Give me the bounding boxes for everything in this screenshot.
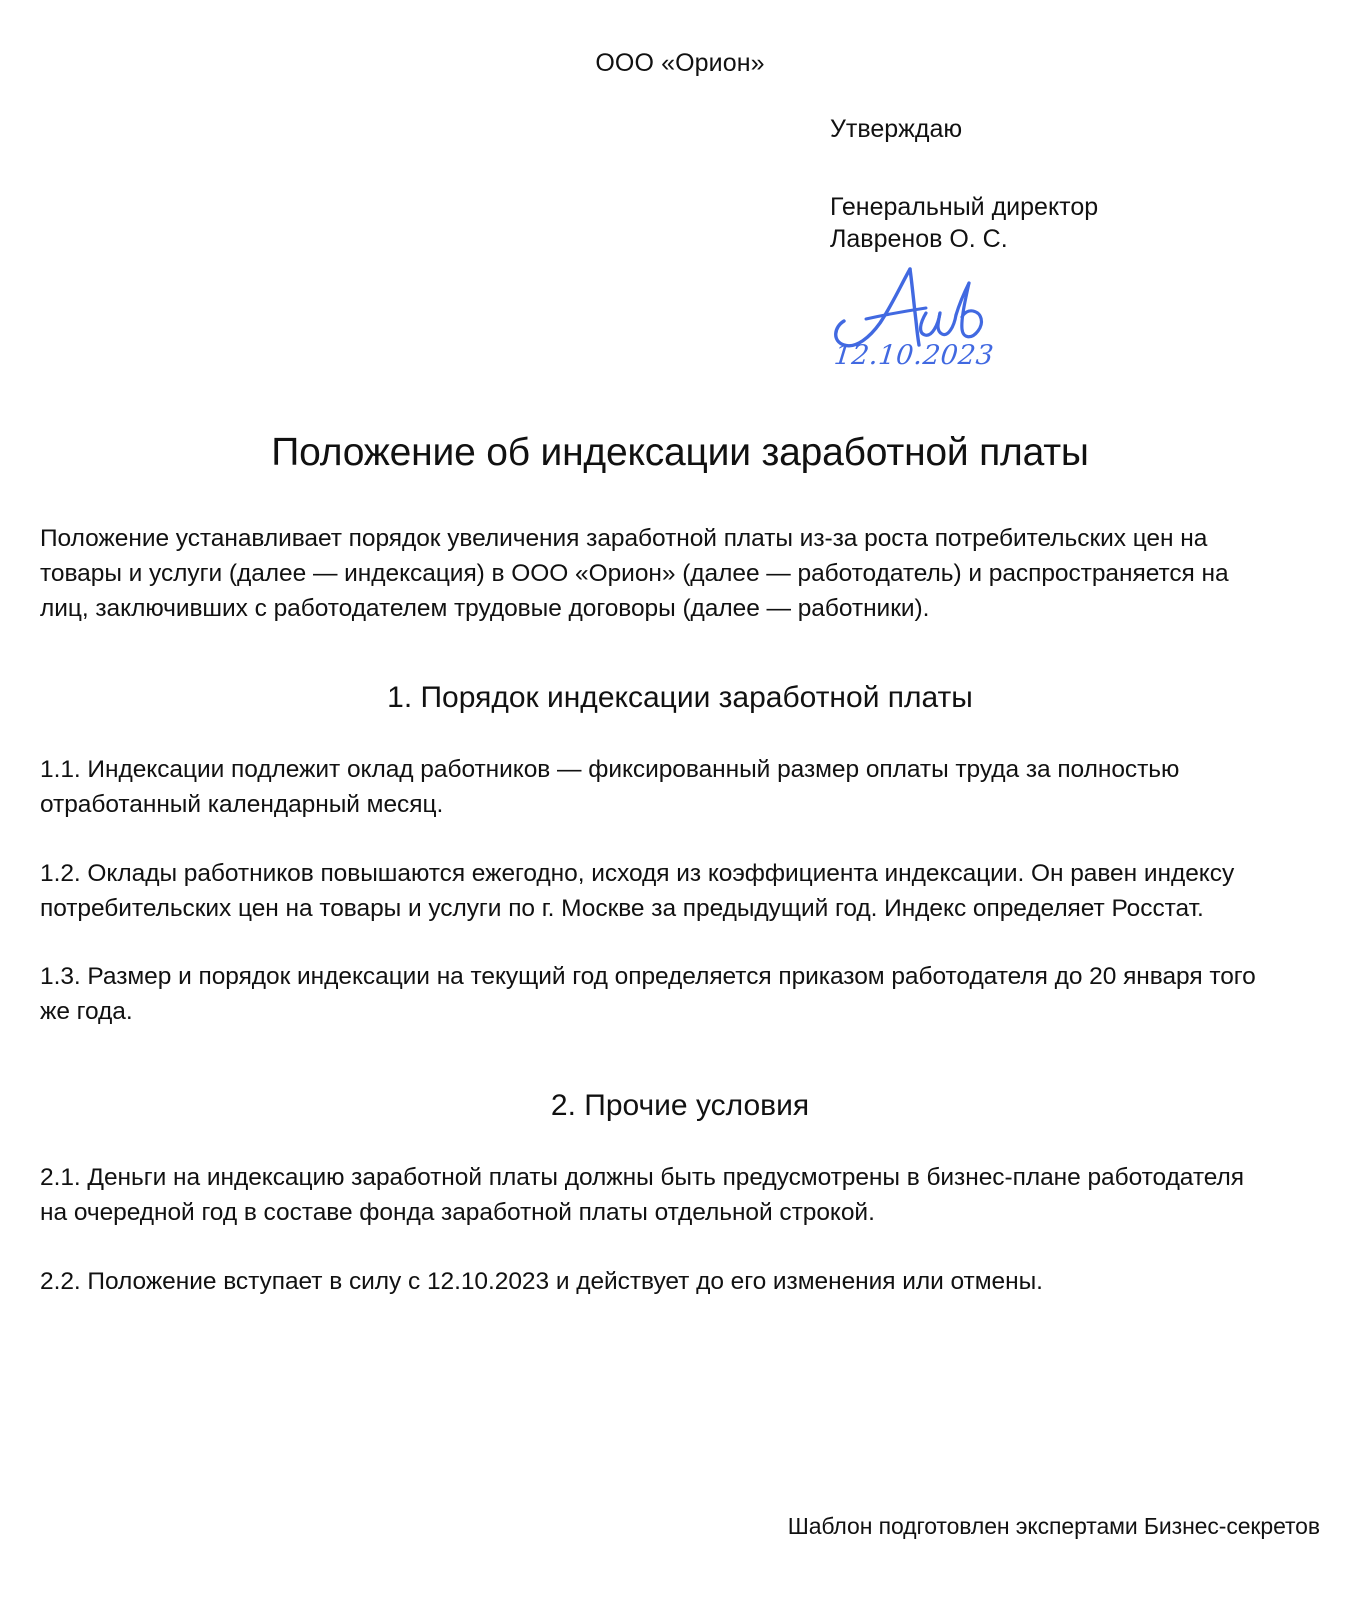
approval-block [830,113,1250,381]
clause-1-1: 1.1. Индексации подлежит оклад работников — фиксированный размер оплаты труда за полностью отработанный календарный месяц. [40,756,1180,819]
footer-note: Шаблон подготовлен экспертами Бизнес-секретов [787,1513,1320,1540]
organization-name: ООО «Орион» [595,49,765,77]
page-title: Положение об индексации заработной платы [271,431,1089,475]
clause-1-3: 1.3. Размер и порядок индексации на текущий год определяется приказом работодателя до 20 января того же года. [40,963,1256,1026]
approver-name: Лавренов О. С. [830,225,1008,254]
section-heading-2: 2. Прочие условия [550,1089,810,1123]
clause-2-1: 2.1. Деньги на индексацию заработной платы должны быть предусмотрены в бизнес-плане работодателя на очередной год в составе фонда заработной платы отдельной строкой. [40,1164,1244,1226]
intro-paragraph: Положение устанавливает порядок увеличения заработной платы из-за роста потребительских цен на товары и услуги (далее — индексация) в ООО «Орион» (далее — работодатель) и распространяется на лиц, заключивших с работодателем трудовые договоры (далее — работники). [40,525,1229,622]
section-heading-1: 1. Порядок индексации заработной платы [387,681,973,715]
signature-date: 12.10.2023 [832,340,996,372]
approval-word: Утверждаю [830,115,963,144]
signature-area [830,261,1250,381]
approver-role: Генеральный директор [830,193,1099,222]
clause-1-2: 1.2. Оклады работников повышаются ежегодно, исходя из коэффициента индексации. Он равен индексу потребительских цен на товары и услуги по г. Москве за предыдущий год. Индекс определяет Росстат. [40,859,1235,922]
clause-2-2: 2.2. Положение вступает в силу с 12.10.2023 и действует до его изменения или отмены. [40,1267,1043,1295]
